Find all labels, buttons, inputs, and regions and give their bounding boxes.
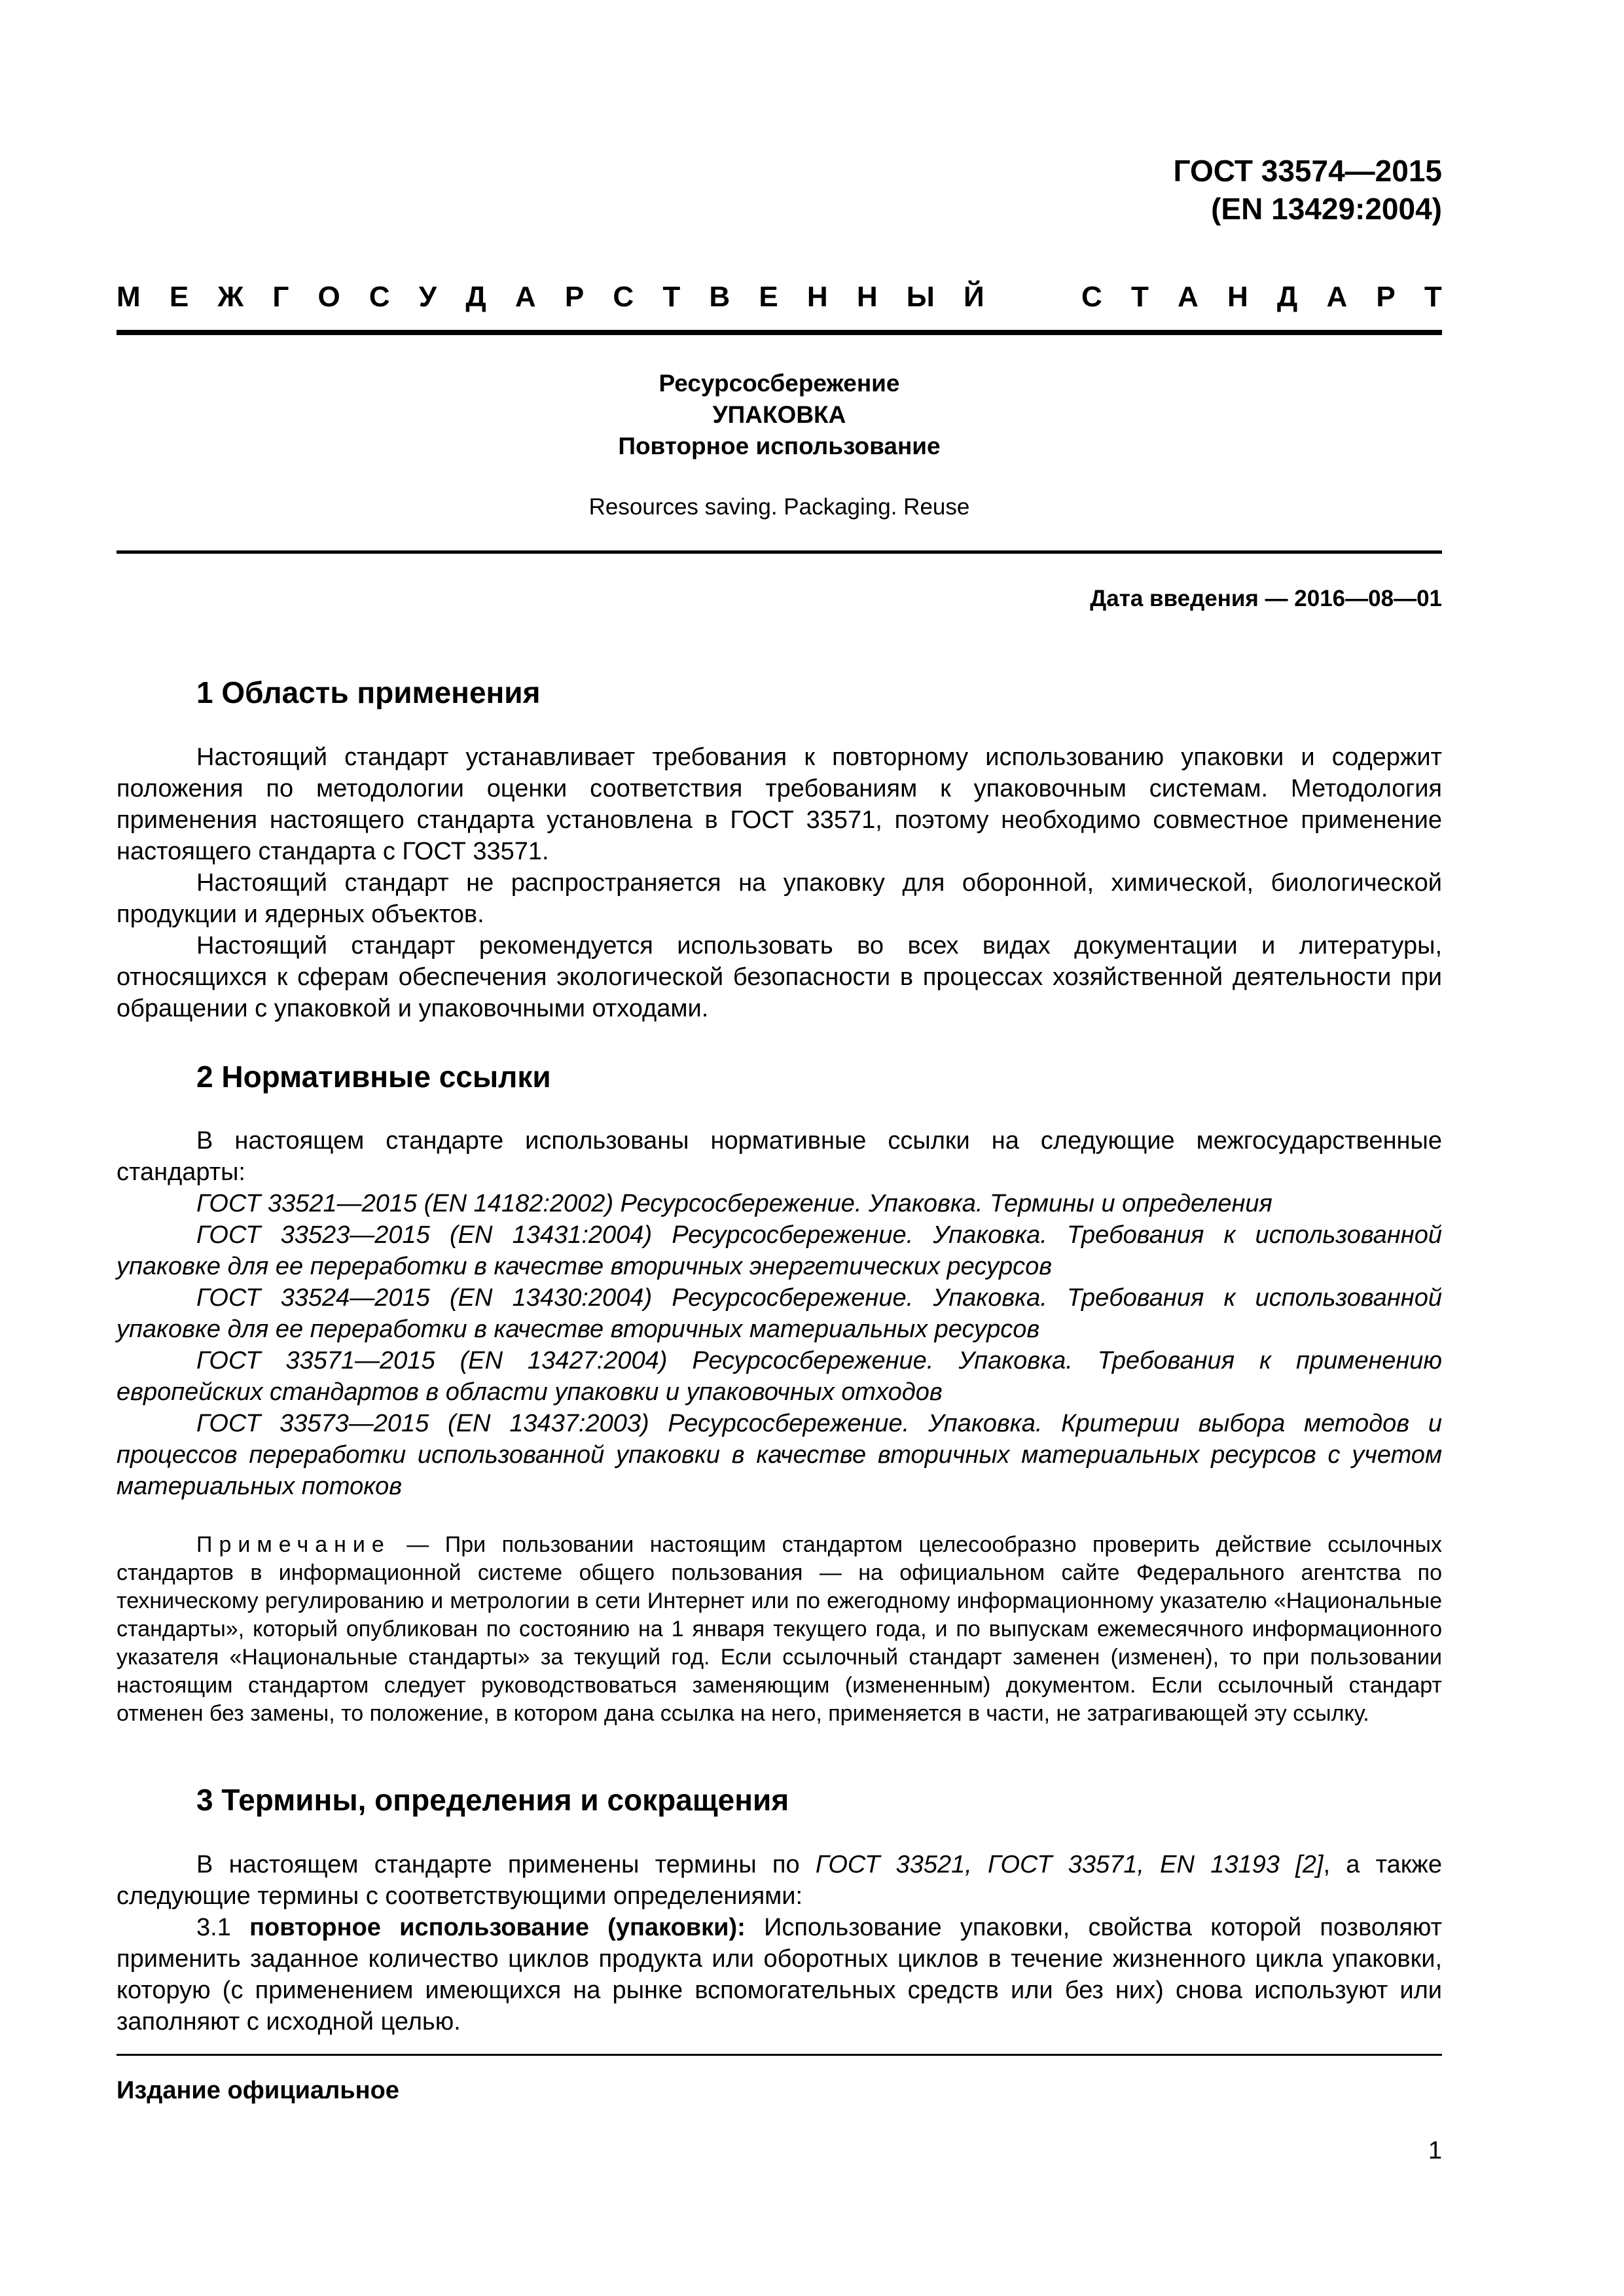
category-letter: М xyxy=(117,281,141,313)
category-letter: Е xyxy=(759,281,778,313)
title-english: Resources saving. Packaging. Reuse xyxy=(588,494,970,520)
term-3-1 xyxy=(117,1912,1442,2037)
category-letter: Р xyxy=(1376,281,1396,313)
section-1-body xyxy=(117,742,1442,1024)
section-2-heading: 2 Нормативные ссылки xyxy=(196,1060,551,1094)
note-text: — При пользовании настоящим стандартом целесообразно проверить действие ссылочных стандартов в информационной системе общего пользования — на официальном сайте Федерального агентства по техническому регулированию и метрологии в сети Интернет или по ежегодному информационному указателю «Национальные стандарты», который опубликован по состоянию на 1 января текущего года, и по выпускам ежемесячного информационного указателя «Национальные стандарты» за текущий год. Если ссылочный стандарт заменен (изменен), то при пользовании настоящим стандартом следует руководствоваться заменяющим (измененным) документом. Если ссылочный стандарт отменен без замены, то положение, в котором дана ссылка на него, применяется в части, не затрагивающей эту ссылку. xyxy=(117,1532,1442,1726)
section-1-heading: 1 Область применения xyxy=(196,675,541,709)
title-line-1: Ресурсосбережение xyxy=(659,370,900,397)
footer-rule xyxy=(117,2054,1442,2056)
title-line-2: УПАКОВКА xyxy=(712,401,846,428)
category-letter: Н xyxy=(806,281,828,313)
normative-ref: ГОСТ 33523—2015 (EN 13431:2004) Ресурсосбережение. Упаковка. Требования к использованной упаковке для ее переработки в качестве вторичных энергетических ресурсов xyxy=(117,1221,1442,1280)
section-3-intro-text-a: В настоящем стандарте применены термины по xyxy=(196,1851,816,1878)
section-1-para-2: Настоящий стандарт не распространяется на упаковку для оборонной, химической, биологической продукции и ядерных объектов. xyxy=(117,869,1442,928)
section-1-para-1: Настоящий стандарт устанавливает требования к повторному использованию упаковки и содержит положения по методологии оценки соответствия требованиям к упаковочным системам. Методология применения настоящего стандарта установлена в ГОСТ 33571, поэтому необходимо совместное применение настоящего стандарта с ГОСТ 33571. xyxy=(117,744,1442,865)
category-letter: Д xyxy=(465,281,486,313)
category-letter: А xyxy=(1178,281,1199,313)
standard-number xyxy=(916,152,1442,228)
category-letter: С xyxy=(369,281,390,313)
category-letter: Т xyxy=(662,281,681,313)
page-number: 1 xyxy=(1428,2137,1442,2164)
category-letter: Д xyxy=(1276,281,1298,313)
category-letter: У xyxy=(418,281,437,313)
category-letter: В xyxy=(709,281,731,313)
category-letter: А xyxy=(1326,281,1348,313)
category-letter: О xyxy=(317,281,340,313)
normative-ref: ГОСТ 33521—2015 (EN 14182:2002) Ресурсосбережение. Упаковка. Термины и определения xyxy=(196,1190,1272,1217)
title-rule xyxy=(117,550,1442,554)
category-letter: Ж xyxy=(217,281,244,313)
normative-ref: ГОСТ 33571—2015 (EN 13427:2004) Ресурсосбережение. Упаковка. Требования к применению европейских стандартов в области упаковки и упаковочных отходов xyxy=(117,1347,1442,1406)
top-rule xyxy=(117,330,1442,335)
term-number: 3.1 xyxy=(196,1914,250,1941)
standard-number-en: (EN 13429:2004) xyxy=(1211,192,1442,226)
category-letter: А xyxy=(514,281,536,313)
category-letter: Н xyxy=(1227,281,1248,313)
category-letter: Р xyxy=(564,281,585,313)
category-letter: С xyxy=(613,281,634,313)
document-title xyxy=(117,368,1442,462)
standard-category xyxy=(117,279,1442,315)
section-3-heading: 3 Термины, определения и сокращения xyxy=(196,1783,789,1817)
section-3-body xyxy=(117,1849,1442,2037)
note-label: Примечание xyxy=(196,1532,391,1557)
term-definition: Использование упаковки, свойства которой позволяют применить заданное количество циклов продукта или оборотных циклов в течение жизненного цикла упаковки, которую (с применением имеющихся на рынке вспомогательных средств или без них) снова используют или заполняют с исходной целью. xyxy=(117,1914,1442,2036)
category-gap xyxy=(1013,279,1053,315)
category-letter: Е xyxy=(169,281,189,313)
section-2-note xyxy=(117,1531,1442,1728)
category-letter: С xyxy=(1081,281,1102,313)
standard-number-gost: ГОСТ 33574—2015 xyxy=(1173,154,1442,188)
introduction-date: Дата введения — 2016—08—01 xyxy=(1090,586,1442,611)
section-2-body xyxy=(117,1125,1442,1502)
title-line-3: Повторное использование xyxy=(618,433,941,459)
normative-ref: ГОСТ 33573—2015 (EN 13437:2003) Ресурсосбережение. Упаковка. Критерии выбора методов и процессов переработки использованной упаковки в качестве вторичных материальных ресурсов с учетом материальных потоков xyxy=(117,1410,1442,1500)
section-1-para-3: Настоящий стандарт рекомендуется использовать во всех видах документации и литературы, относящихся к сферам обеспечения экологической безопасности в процессах хозяйственной деятельности при обращении с упаковкой и упаковочными отходами. xyxy=(117,932,1442,1022)
category-letter: Й xyxy=(964,281,984,313)
term-name: повторное использование (упаковки): xyxy=(249,1914,746,1941)
normative-ref: ГОСТ 33524—2015 (EN 13430:2004) Ресурсосбережение. Упаковка. Требования к использованной упаковке для ее переработки в качестве вторичных материальных ресурсов xyxy=(117,1284,1442,1343)
category-letter: Т xyxy=(1130,281,1149,313)
section-3-intro-refs: ГОСТ 33521, ГОСТ 33571, EN 13193 [2] xyxy=(815,1851,1324,1878)
section-3-intro xyxy=(117,1849,1442,1912)
category-letter: Т xyxy=(1424,281,1442,313)
section-2-intro: В настоящем стандарте использованы нормативные ссылки на следующие межгосударственные стандарты: xyxy=(117,1127,1442,1186)
section-3-intro-text-b: , а также следующие термины с соответствующими определениями: xyxy=(117,1851,1442,1910)
category-letter: Г xyxy=(272,281,289,313)
category-letter: Н xyxy=(856,281,878,313)
edition-label: Издание официальное xyxy=(117,2077,399,2104)
category-letter: Ы xyxy=(906,281,935,313)
